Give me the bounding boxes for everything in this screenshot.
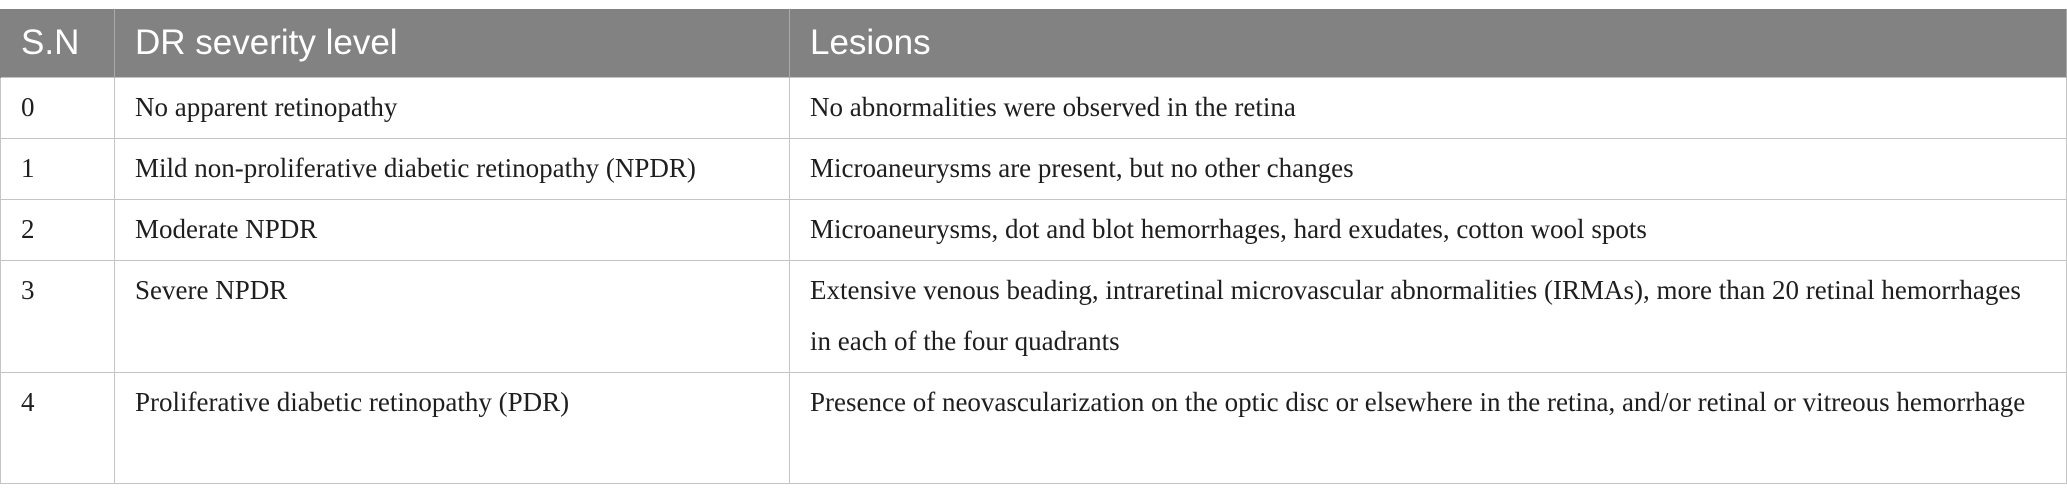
- cell-sn-text: 0: [21, 92, 35, 122]
- dr-severity-table-container: [0, 9, 2066, 484]
- cell-lesions-text: Microaneurysms, dot and blot hemorrhages, hard exudates, cotton wool spots: [810, 214, 1647, 244]
- cell-lesions-text: Presence of neovascularization on the optic disc or elsewhere in the retina, and/or retinal or vitreous hemorrhage: [810, 387, 2026, 417]
- cell-level: [115, 261, 790, 373]
- table-row: [1, 373, 2067, 484]
- cell-sn-text: 4: [21, 387, 35, 417]
- cell-sn: [1, 200, 115, 261]
- cell-sn: [1, 373, 115, 484]
- header-lesions: Lesions: [790, 9, 2067, 78]
- dr-severity-table: [0, 9, 2067, 484]
- table-row: [1, 200, 2067, 261]
- cell-sn: [1, 78, 115, 139]
- cell-lesions: [790, 78, 2067, 139]
- cell-lesions: [790, 139, 2067, 200]
- table-header: [1, 9, 2067, 78]
- table-row: [1, 139, 2067, 200]
- cell-lesions: [790, 261, 2067, 373]
- header-row: [1, 9, 2067, 78]
- table-body: [1, 78, 2067, 484]
- table-row: [1, 261, 2067, 373]
- table-row: [1, 78, 2067, 139]
- cell-level-text: No apparent retinopathy: [135, 92, 398, 122]
- cell-lesions-text: No abnormalities were observed in the retina: [810, 92, 1296, 122]
- cell-sn-text: 2: [21, 214, 35, 244]
- cell-level: [115, 373, 790, 484]
- cell-level: [115, 139, 790, 200]
- cell-lesions: [790, 373, 2067, 484]
- cell-sn: [1, 139, 115, 200]
- cell-level: [115, 78, 790, 139]
- header-dr-severity-level: DR severity level: [115, 9, 790, 78]
- cell-level-text: Severe NPDR: [135, 275, 288, 305]
- cell-level: [115, 200, 790, 261]
- header-sn: S.N: [1, 9, 115, 78]
- cell-level-text: Proliferative diabetic retinopathy (PDR): [135, 387, 570, 417]
- cell-level-text: Moderate NPDR: [135, 214, 318, 244]
- cell-lesions: [790, 200, 2067, 261]
- cell-sn-text: 3: [21, 275, 35, 305]
- cell-lesions-text: Microaneurysms are present, but no other changes: [810, 153, 1354, 183]
- cell-sn: [1, 261, 115, 373]
- cell-lesions-text: Extensive venous beading, intraretinal microvascular abnormalities (IRMAs), more than 20 retinal hemorrhages in each of the four quadrants: [810, 275, 2021, 356]
- cell-level-text: Mild non-proliferative diabetic retinopathy (NPDR): [135, 153, 696, 183]
- cell-sn-text: 1: [21, 153, 35, 183]
